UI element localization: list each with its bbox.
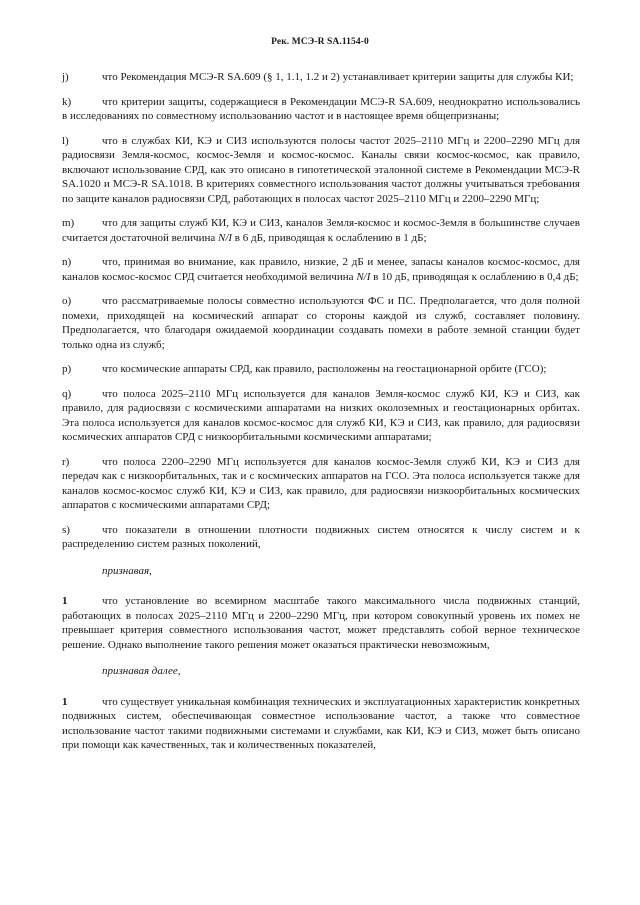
paragraph-text: что космические аппараты СРД, как правило, расположены на геостационарной орбите (ГСО); [102,363,547,375]
paragraph-label: r) [62,455,70,468]
paragraph-text: что в службах КИ, КЭ и СИЗ используются полосы частот 2025–2110 МГц и 2200–2290 МГц для радиосвязи Земля-космос, космос-Земля и космос-космос. Каналы связи космос-космос, как правило, включают использование СРД, как это описано в гипотетической эталонной системе в Рекомендации МСЭ-R SA.1020 и МСЭ-R SA.1018. В критериях совместного использования частот должны учитываться требования по защите каналов радиосвязи СРД, работающих в полосах частот 2025–2110 МГц и 2200–2290 МГц; [62,134,580,205]
paragraph-text-tail: в 10 дБ, приводящая к ослаблению в 0,4 дБ; [370,270,579,283]
paragraph-text: что критерии защиты, содержащиеся в Рекомендации МСЭ-R SA.609, неоднократно использовались в исследованиях по совместному использованию частот и в настоящее время общепризнаны; [62,95,580,122]
paragraph-s [62,523,580,552]
paragraph-label: q) [62,387,72,400]
paragraph-text: что, принимая во внимание, как правило, низкие, 2 дБ и менее, запасы каналов космос-космос, для каналов космос-космос СРД считается необходимой величина [62,256,580,283]
section-heading-recognizing: признавая, [102,564,152,577]
paragraph-q [62,387,580,445]
paragraph-label: m) [62,217,75,229]
paragraph-label: s) [62,523,70,536]
section-heading-recognizing-further: признавая далее, [102,665,181,677]
paragraph-k [62,95,580,124]
paragraph-l [62,134,580,207]
paragraph-label: n) [62,256,72,268]
item-text: что существует уникальная комбинация технических и эксплуатационных характеристик конкретных подвижных систем, обеспечивающая совместное использование частот, а также что совместное использование частот такими подвижными системами и службами, как КИ, КЭ и СИЗ, может быть описано при помощи как качественных, так и количественных показателей, [62,695,580,751]
paragraph-text: что полоса 2025–2110 МГц используется для каналов Земля-космос служб КИ, КЭ и СИЗ, как правило, для радиосвязи с космическими аппаратами на низких околоземных и геостационарных орбитах. Эта полоса используется для каналов космос-космос для служб КИ, КЭ и СИЗ, как правило, для радиосвязи космических аппаратов СРД с низкоорбитальными космическими аппаратами; [62,387,580,443]
paragraph-label: j) [62,71,69,83]
page-header: Рек. МСЭ-R SA.1154-0 [271,37,369,47]
paragraph-text: что для защиты служб КИ, КЭ и СИЗ, каналов Земля-космос и космос-Земля в большинстве случаев считается достаточной величина [62,217,580,244]
ratio-term: N/I [217,231,233,244]
paragraph-j [62,70,580,85]
paragraph-text: что рассматриваемые полосы совместно используются ФС и ПС. Предполагается, что доля полной помехи, приходящей на космический аппарат со стороны каждой из служб, составляет половину. Предполагается, что благодаря ожидаемой координации создавать помехи в работе земной станции будет только одна из служб; [62,295,580,351]
item-text: что установление во всемирном масштабе такого максимального числа подвижных станций, работающих в полосах 2025–2110 МГц и 2200–2290 МГц, при котором совокупный уровень их помех не превышает критерия совместного использования частот, может представлять собой верное техническое решение. Однако выполнение такого решения может оказаться практически невозможным, [62,595,580,651]
paragraph-text: что показатели в отношении плотности подвижных систем относятся к числу систем и к распределению систем разных поколений, [62,523,580,550]
paragraph-o [62,294,580,352]
paragraph-label: o) [62,295,72,307]
item-number: 1 [62,695,68,708]
paragraph-label: k) [62,95,72,108]
paragraph-label: l) [62,134,69,147]
paragraph-text-tail: в 6 дБ, приводящая к ослаблению в 1 дБ; [232,231,427,244]
recognizing-item-1 [62,594,580,652]
paragraph-text: что полоса 2200–2290 МГц используется для каналов космос-Земля служб КИ, КЭ и СИЗ для передач как с низкоорбитальных, так и с космических аппаратов на ГСО. Эта полоса используется также для каналов космос-космос служб КИ, КЭ и СИЗ, как правило, для радиосвязи низкоорбитальных космических аппаратов с космическими аппаратами СРД; [62,455,580,511]
paragraph-m [62,216,580,245]
paragraph-label: p) [62,363,72,375]
paragraph-n [62,255,580,284]
document-body [62,70,580,763]
recognizing-further-item-1 [62,695,580,753]
paragraph-text: что Рекомендация МСЭ-R SA.609 (§ 1, 1.1, 1.2 и 2) устанавливает критерии защиты для службы КИ; [102,71,574,83]
paragraph-r [62,455,580,513]
paragraph-p [62,362,580,377]
item-number: 1 [62,595,68,607]
ratio-term: N/I [356,270,371,283]
